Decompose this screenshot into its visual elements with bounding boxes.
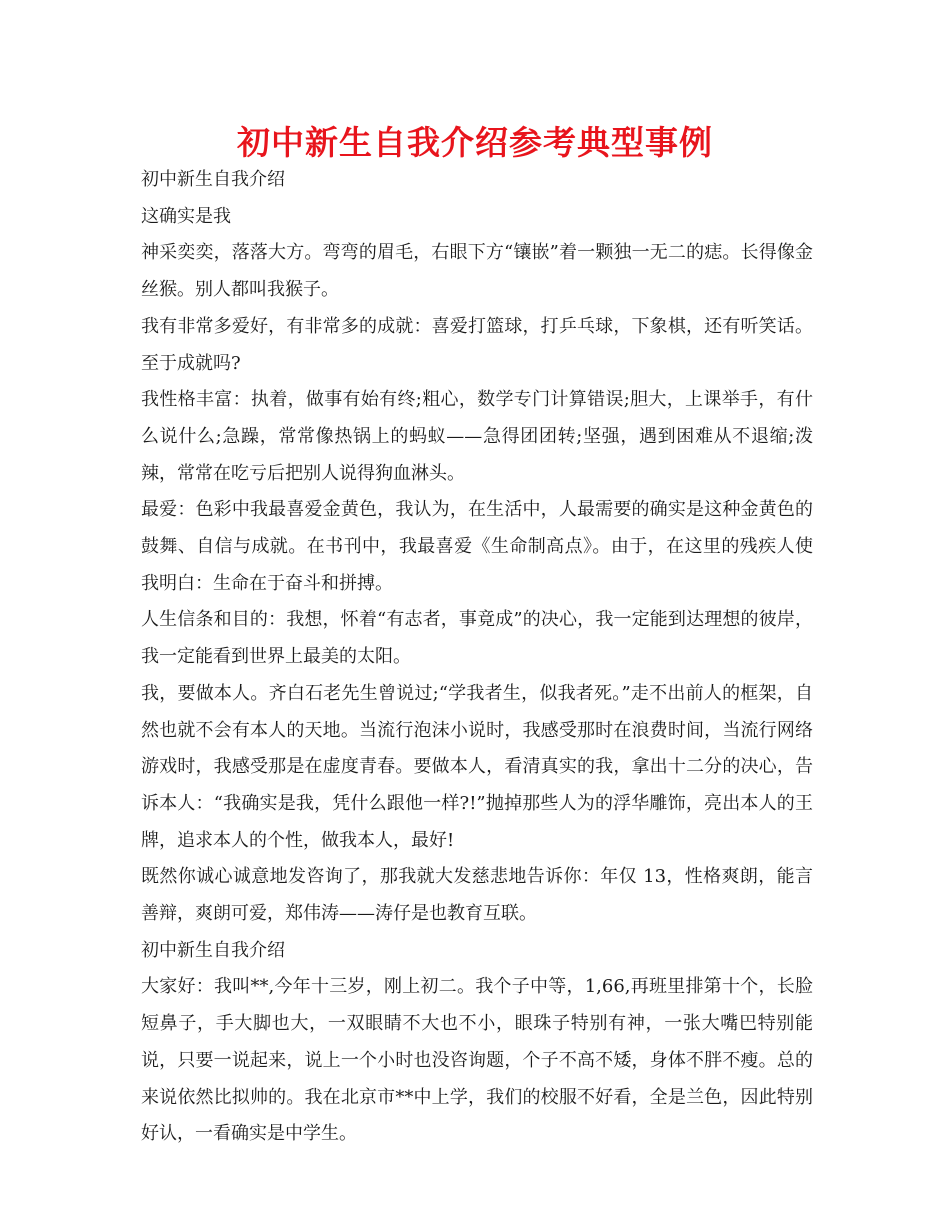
paragraph: 大家好：我叫**,今年十三岁，刚上初二。我个子中等，1,66,再班里排第十个，长脸短鼻子，手大脚也大，一双眼睛不大也不小，眼珠子特别有神，一张大嘴巴特别能说，只要一说起来，说上一个小时也没咨询题，个子不高不矮，身体不胖不瘦。总的来说依然比拟帅的。我在北京市**中上学，我们的校服不好看，全是兰色，因此特别好认，一看确实是中学生。 [141, 976, 813, 1145]
document-body [141, 162, 813, 1153]
paragraph: 既然你诚心诚意地发咨询了，那我就大发慈悲地告诉你：年仅 13，性格爽朗，能言善辩，爽朗可爱，郑伟涛——涛仔是也教育互联。 [141, 866, 813, 925]
paragraph: 最爱：色彩中我最喜爱金黄色，我认为，在生活中，人最需要的确实是这种金黄色的鼓舞、自信与成就。在书刊中，我最喜爱《生命制高点》。由于，在这里的残疾人使我明白：生命在于奋斗和拼搏。 [141, 499, 813, 594]
paragraph: 神采奕奕，落落大方。弯弯的眉毛，右眼下方“镶嵌”着一颗独一无二的痣。长得像金丝猴。别人都叫我猴子。 [141, 242, 813, 301]
paragraph: 人生信条和目的：我想，怀着“有志者，事竟成”的决心，我一定能到达理想的彼岸，我一定能看到世界上最美的太阳。 [141, 609, 813, 668]
paragraph: 我，要做本人。齐白石老先生曾说过;“学我者生，似我者死。”走不出前人的框架，自然也就不会有本人的天地。当流行泡沫小说时，我感受那时在浪费时间，当流行网络游戏时，我感受那是在虚度青春。要做本人，看清真实的我，拿出十二分的决心，告诉本人：“我确实是我，凭什么跟他一样?!”抛掉那些人为的浮华雕饰，亮出本人的王牌，追求本人的个性，做我本人，最好! [141, 682, 813, 851]
paragraph: 我性格丰富：执着，做事有始有终;粗心，数学专门计算错误;胆大，上课举手，有什么说什么;急躁，常常像热锅上的蚂蚁——急得团团转;坚强，遇到困难从不退缩;泼辣，常常在吃亏后把别人说得狗血淋头。 [141, 389, 813, 484]
document-title: 初中新生自我介绍参考典型事例 [237, 123, 713, 162]
paragraph: 初中新生自我介绍 [141, 169, 285, 190]
paragraph: 我有非常多爱好，有非常多的成就：喜爱打篮球，打乒乓球，下象棋，还有听笑话。至于成就吗? [141, 315, 813, 374]
paragraph: 这确实是我 [141, 205, 231, 227]
paragraph: 初中新生自我介绍 [141, 939, 285, 961]
